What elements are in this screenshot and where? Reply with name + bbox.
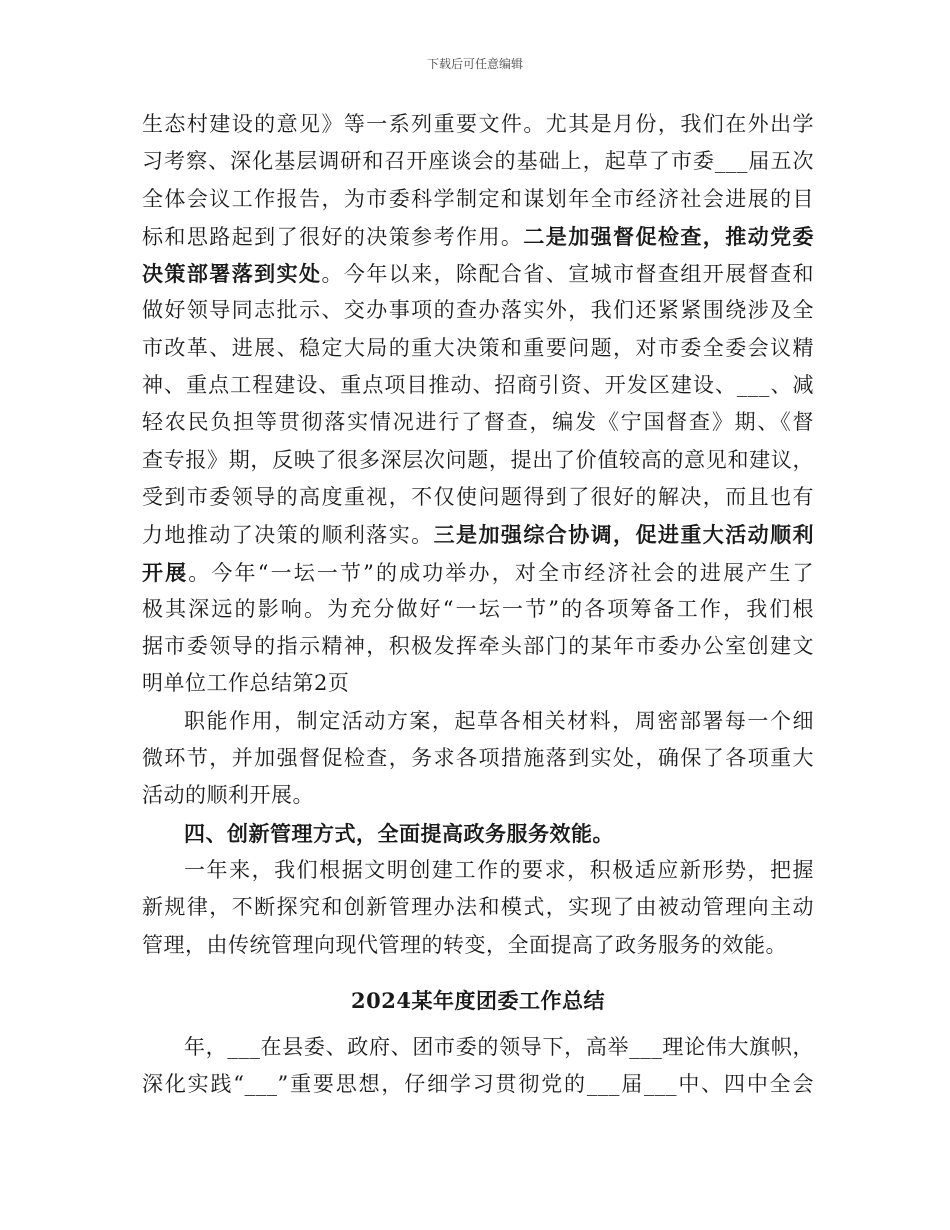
text-run: 市改革、进展、稳定大局的重大决策和重要问题，对市委全委会议精 (142, 335, 814, 360)
page-header: 下载后可任意编辑 (426, 57, 523, 71)
text-line (142, 628, 814, 665)
text-line (142, 479, 814, 516)
text-run: 全体会议工作报告，为市委科学制定和谋划年全市经济社会进展的目 (142, 186, 814, 211)
text-line (142, 777, 814, 814)
document-body (142, 106, 814, 1103)
text-run: 受到市委领导的高度重视，不仅使问题得到了很好的解决，而且也有 (142, 484, 814, 509)
text-run: 。今年以来，除配合省、宣城市督查组开展督查和 (321, 262, 815, 287)
text-run: 管理，由传统管理向现代管理的转变，全面提高了政务服务的效能。 (142, 932, 787, 957)
text-line (142, 404, 814, 441)
text-line (142, 927, 814, 964)
text-run: 查专报》期，反映了很多深层次问题，提出了价值较高的意见和建议， (142, 447, 814, 472)
text-run: 年，___在县委、政府、团市委的领导下，高举___理论伟大旗帜， (184, 1034, 814, 1059)
text-run: 力地推动了决策的顺利落实。 (142, 523, 434, 548)
text-run: 明单位工作总结第2页 (142, 671, 350, 696)
bold-text: 四、创新管理方式，全面提高政务服务效能。 (184, 820, 614, 846)
text-run: 微环节，并加强督促检查，务求各项措施落到实处，确保了各项重大 (142, 746, 814, 771)
summary-section (142, 1029, 814, 1104)
text-run: 新规律，不断探究和创新管理办法和模式，实现了由被动管理向主动 (142, 895, 814, 920)
text-line (142, 516, 814, 553)
text-line (142, 815, 814, 852)
text-run: 深化实践“___”重要思想，仔细学习贯彻党的___届___中、四中全会 (142, 1072, 814, 1097)
text-line (142, 218, 814, 255)
text-run: 标和思路起到了很好的决策参考作用。 (142, 224, 524, 249)
text-line (142, 367, 814, 404)
text-line (142, 292, 814, 329)
text-line (142, 889, 814, 926)
text-line (142, 1029, 814, 1066)
text-line (142, 1066, 814, 1103)
text-run: 生态村建设的意见》等一系列重要文件。尤其是月份，我们在外出学 (142, 112, 814, 136)
text-line (142, 442, 814, 479)
text-run: 习考察、深化基层调研和召开座谈会的基础上，起草了市委___届五次 (142, 149, 814, 174)
bold-text: 决策部署落到实处 (142, 261, 322, 287)
document-title: 2024某年度团委工作总结 (351, 987, 605, 1013)
text-line (142, 330, 814, 367)
text-run: 据市委领导的指示精神，积极发挥牵头部门的某年市委办公室创建文 (142, 634, 814, 659)
text-run: 活动的顺利开展。 (142, 783, 314, 808)
text-line (142, 703, 814, 740)
text-line (142, 591, 814, 628)
bold-text: 三是加强综合协调，促进重大活动顺利 (433, 522, 815, 548)
text-line (142, 255, 814, 292)
text-line (142, 106, 814, 143)
text-run: 极其深远的影响。为充分做好“一坛一节”的各项筹备工作，我们根 (142, 596, 814, 621)
text-run: 职能作用，制定活动方案，起草各相关材料，周密部署每一个细 (184, 708, 814, 733)
report-section (142, 106, 814, 964)
text-line (142, 181, 814, 218)
text-run: 。今年“一坛一节”的成功举办，对全市经济社会的进展产生了 (188, 560, 814, 585)
text-line (142, 852, 814, 889)
text-line (142, 665, 814, 702)
text-run: 做好领导同志批示、交办事项的查办落实外，我们还紧紧围绕涉及全 (142, 298, 814, 323)
text-line (142, 740, 814, 777)
text-line (142, 554, 814, 591)
bold-text: 开展 (142, 559, 189, 585)
text-run: 轻农民负担等贯彻落实情况进行了督查，编发《宁国督查》期、《督 (142, 410, 814, 435)
text-line (142, 143, 814, 180)
bold-text: 二是加强督促检查，推动党委 (523, 223, 814, 249)
text-run: 神、重点工程建设、重点项目推动、招商引资、开发区建设、___、减 (142, 373, 814, 398)
text-run: 一年来，我们根据文明创建工作的要求，积极适应新形势，把握 (184, 857, 814, 882)
